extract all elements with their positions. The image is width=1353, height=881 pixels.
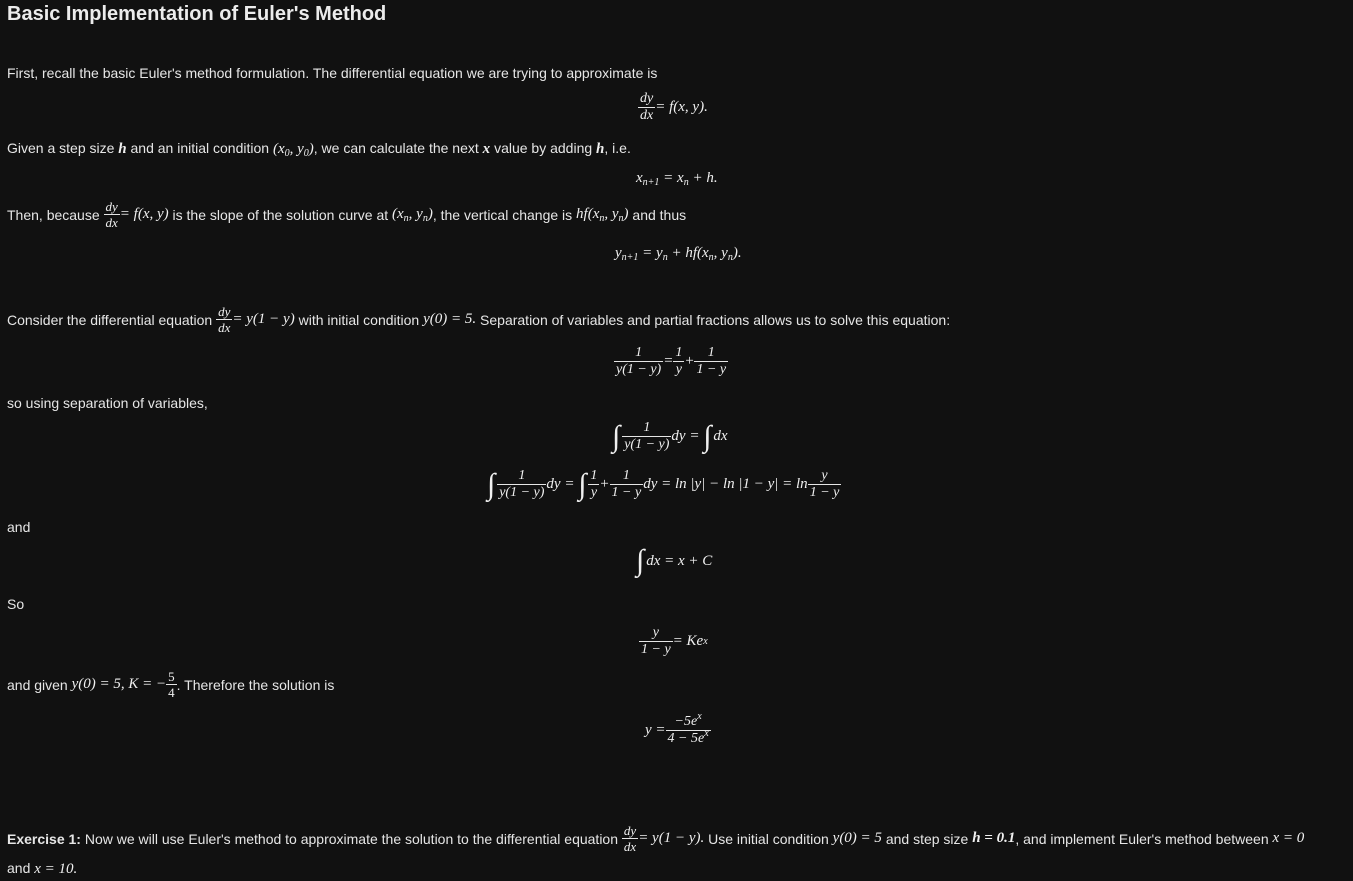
p2-ic: ($x_0$, $y_0$) [272, 141, 314, 159]
paragraph-logistic [7, 305, 950, 334]
equation-integral-left: ∫ $\frac{1}{y(1 - y)}$ dy = ∫ $\frac{1}{y}$ + $\frac{1}{1 - y}$ dy = ln |y| − ln |1 − y| = ln $\frac{y}{1 - y}$ [487, 467, 840, 501]
p4-a: Consider the differential equation [7, 311, 213, 328]
p10-x10: x = 10. [34, 861, 78, 877]
equation-ode [638, 92, 708, 123]
p3-b: = f(x, y) [119, 206, 169, 222]
p8-num: 5 [168, 669, 175, 684]
p9-c: Use initial condition [708, 830, 829, 847]
equation-exponential: $\frac{y}{1 - y}$ = Ke x [641, 625, 708, 657]
p3-den: dx [105, 215, 118, 230]
p2-a: Given a step size [7, 140, 115, 156]
p2-c: , we can calculate the next [313, 140, 479, 156]
p9-den: dx [623, 839, 637, 854]
eq1-den: dx [640, 108, 654, 123]
p2-d: value by adding [494, 140, 593, 156]
p9-e: , and implement Euler's method between [1015, 830, 1269, 847]
p9-num: dy [623, 823, 637, 838]
paragraph-constant [7, 670, 334, 699]
p10-a: and [7, 860, 31, 876]
p4-den: dx [218, 320, 231, 335]
p8-ic: y(0) = 5, K = − [71, 676, 167, 692]
p2-h: h [118, 141, 127, 157]
paragraph-so: So [7, 596, 25, 612]
p4-d: Separation of variables and partial fractions allows us to solve this equation: [480, 311, 951, 328]
p9-ic: y(0) = 5 [832, 830, 882, 846]
equation-integral-setup: ∫ $\frac{1}{y(1 - y)}$ dy = ∫ dx [612, 419, 728, 453]
paragraph-separation: so using separation of variables, [7, 395, 208, 411]
equation-solution: y = $\frac{-5e^x}{4 - 5e^x}$ [645, 711, 709, 746]
equation-partial-fractions: $\frac{1}{y(1 - y)}$ = $\frac{1}{y}$ + $\frac{1}{1 - y}$ [616, 345, 727, 377]
paragraph-step-size [7, 140, 631, 158]
paragraph-exercise-end [7, 860, 77, 878]
p2-h2: h [596, 141, 605, 157]
equation-integral-right: ∫ dx = x + C [636, 544, 713, 577]
p3-num: dy [105, 199, 118, 214]
paragraph-and: and [7, 519, 31, 535]
p8-b: . Therefore the solution is [176, 676, 335, 693]
paragraph-intro: First, recall the basic Euler's method formulation. The differential equation we are trying to approximate is [7, 65, 658, 81]
p9-h: h = 0.1 [972, 830, 1016, 846]
page-title: Basic Implementation of Euler's Method [7, 3, 387, 25]
p3-c: is the slope of the solution curve at [172, 206, 389, 223]
p3-e: and thus [632, 206, 687, 223]
p9-d: and step size [885, 830, 969, 847]
equation-x-step: $x_{n+1} = x_n + h$. [636, 170, 718, 188]
p3-d: , the vertical change is [432, 206, 573, 223]
p3-hf: $hf(x_n$, $y_n$) [576, 206, 629, 224]
p4-b: = y(1 − y) [232, 311, 295, 327]
exercise-label: Exercise 1: [7, 830, 81, 847]
p3-a: Then, because [7, 206, 100, 223]
paragraph-slope [7, 200, 686, 229]
p4-num: dy [218, 304, 231, 319]
p9-x0: x = 0 [1272, 830, 1305, 846]
eq1-rhs: = f(x, y). [655, 99, 708, 115]
p2-e: , i.e. [604, 140, 631, 156]
p3-pt: ($x_n$, $y_n$) [392, 206, 433, 224]
p9-a: Now we will use Euler's method to approximate the solution to the differential equation [84, 830, 619, 847]
p4-c: with initial condition [298, 311, 420, 328]
paragraph-exercise [7, 824, 1304, 853]
equation-y-step: $y_{n+1} = y_n + hf(x_n$, $y_n$). [615, 245, 742, 263]
p2-b: and an initial condition [130, 140, 270, 156]
eq1-num: dy [640, 91, 654, 106]
p4-ic: y(0) = 5. [423, 311, 477, 327]
p8-a: and given [7, 676, 68, 693]
p9-b: = y(1 − y). [638, 830, 705, 846]
p8-den: 4 [168, 685, 175, 700]
p2-x: x [482, 141, 491, 157]
